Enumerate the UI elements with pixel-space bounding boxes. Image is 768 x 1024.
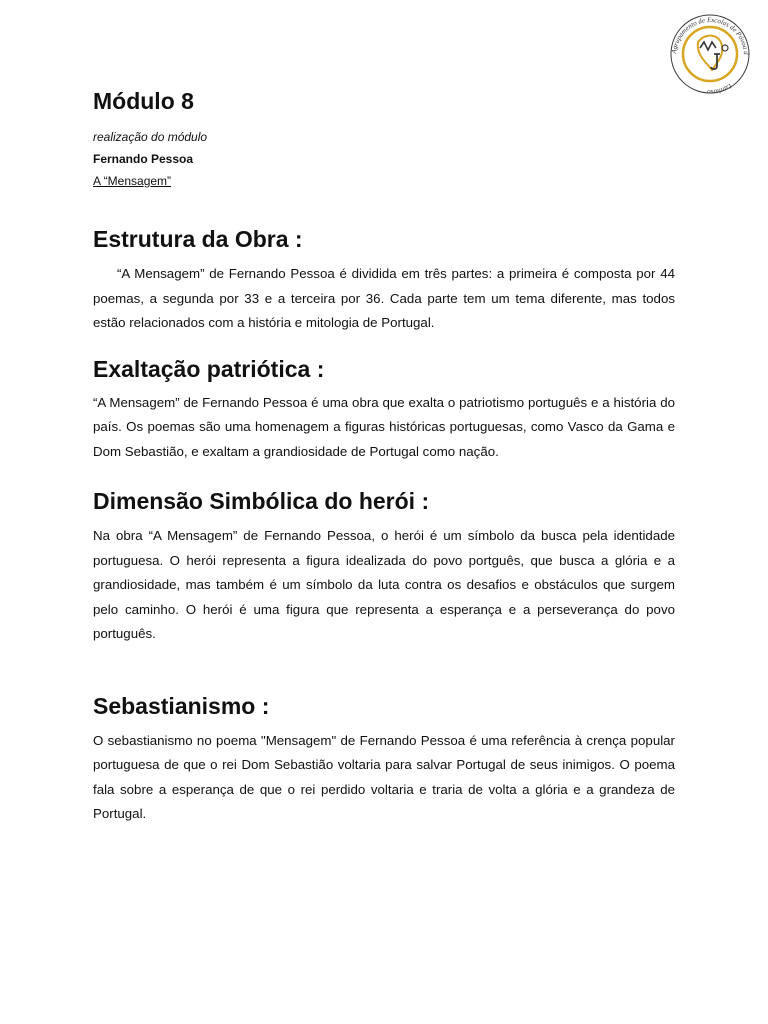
author-name: Fernando Pessoa [93,152,194,166]
section-paragraph-dimensao: Na obra “A Mensagem” de Fernando Pessoa, o herói é um símbolo da busca pela identidade portuguesa. O herói representa a figura idealizada do povo portguês, que busca a glória e a grandiosidade, mas também é um símbolo da luta contra os desafios e obstáculos que surgem pelo caminho. O herói é uma figura que representa a esperança e a perseverança do povo português. [93,528,675,641]
section-heading-sebastianismo: Sebastianismo : [93,692,270,719]
section-heading-estrutura: Estrutura da Obra : [93,226,303,252]
section-heading-exaltacao: Exaltação patriótica : [93,355,325,382]
section-heading-dimensao: Dimensão Simbólica do herói : [93,488,430,514]
work-title: A “Mensagem” [93,174,172,188]
section-paragraph-exaltacao: “A Mensagem” de Fernando Pessoa é uma obra que exalta o patriotismo português e a história do país. Os poemas são uma homenagem a figuras históricas portuguesas, como Vasco da Gama e Dom Sebastião, e exaltam a grandiosidade de Portugal como nação. [93,394,675,459]
document-content [93,86,675,827]
section-paragraph-sebastianismo: O sebastianismo no poema "Mensagem" de Fernando Pessoa é uma referência à crença popular portuguesa de que o rei Dom Sebastião voltaria para salvar Portugal de seus inimigos. O poema fala sobre a esperança de que o rei perdido voltaria e traria de volta a glória e a grandeza de Portugal. [93,732,675,821]
module-subtitle: realização do módulo [93,130,208,144]
svg-text:Agrupamento de Escolas de Póvo: Agrupamento de Escolas de Póvoa d [670,15,751,56]
section-paragraph-estrutura: “A Mensagem” de Fernando Pessoa é dividida em três partes: a primeira é composta por 44 poemas, a segunda por 33 e a terceira por 36. Cada parte tem um tema diferente, mas todos estão relacionados com a história e mitologia de Portugal. [93,266,675,330]
svg-text:Lanhoso: Lanhoso [707,81,734,96]
module-title: Módulo 8 [93,88,194,114]
school-seal-logo [662,12,758,96]
